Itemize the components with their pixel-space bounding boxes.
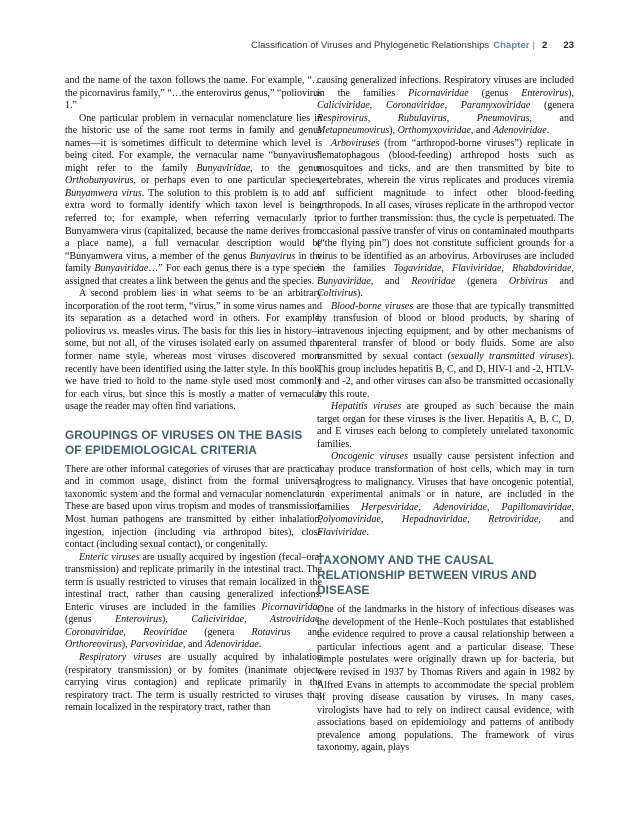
- section-heading: GROUPINGS OF VIRUSES ON THE BASIS OF EPIDEMIOLOGICAL CRITERIA: [65, 427, 303, 457]
- running-title: Classification of Viruses and Phylogenetic Relationships: [251, 40, 490, 51]
- paragraph: Blood-borne viruses are those that are typically transmitted by transfusion of blood or blood products, by sharing of intravenous injecting equipment, and by other mechanisms of parenteral transfer of blood or body fluids. Some are also transmitted by sexual contact (sexually transmitted viruses). This group includes hepatitis B, C, and D, HIV-1 and -2, HTLV-1 and -2, and other viruses can also be transmitted occasionally by this route.: [317, 300, 574, 400]
- paragraph: causing generalized infections. Respiratory viruses are included in the families Picornaviridae (genus Enterovirus), Caliciviridae, Coronaviridae, Paramyxoviridae (genera Respirovirus, Rubulavirus, Pneumovirus, and Metapneumovirus), Orthomyxoviridae, and Adenoviridae.: [317, 75, 575, 137]
- paragraph: Arboviruses (from “arthropod-borne viruses”) replicate in hematophagous (blood-feeding) arthropod hosts such as mosquitoes and ticks, and are then transmitted by bite to vertebrates, wherein the virus replicates and produces viremia of sufficient magnitude to infect other blood-feeding arthropods. In all cases, viruses replicate in the arthropod vector prior to further transmission: thus, the cycle is perpetuated. The occasional passive transfer of virus on contaminated mouthparts (“the flying pin”) does not constitute sufficient grounds for a virus to be identified as an arbovirus. Arboviruses are included in the families Togaviridae, Flaviviridae, Rhabdoviridae, Bunyaviridae, and Reoviridae (genera Orbivirus and Coltivirus).: [317, 137, 575, 300]
- paragraph: Hepatitis viruses are grouped as such because the main target organ for these viruses is the liver. Hepatitis A, B, C, D, and E viruses each belong to completely unrelated taxonomic families.: [317, 401, 574, 450]
- chapter-number: 2: [541, 40, 548, 51]
- right-column: [317, 75, 574, 755]
- paragraph: One particular problem in vernacular nomenclature lies in the historic use of the same root terms in family and genus names—it is sometimes difficult to determine which level is being cited. For example, the vernacular name “bunyavirus” might refer to the family Bunyaviridae, to the genus Orthobunyavirus, or perhaps even to one particular species, Bunyamwera virus. The solution to this problem is to add an extra word to formally identify which taxon level is being referred to; for example, when referring vernacularly to Bunyamwera virus (capitalized, because the name derives from a place name), a full vernacular description would be “Bunyamwera virus, a member of the genus Bunyavirus in the family Bunyaviridae…” For each genus there is a type species assigned that creates a link between the genus and the species.: [65, 112, 322, 287]
- paragraph: Oncogenic viruses usually cause persistent infection and may produce transformation of host cells, which may in turn progress to malignancy. Viruses that have oncogenic potential, in experimental animals or in nature, are included in the families Herpesviridae, Adenoviridae, Papillomaviridae, Polyomaviridae, Hepadnaviridae, Retroviridae, and Flaviviridae.: [317, 451, 574, 538]
- left-column: [65, 75, 322, 715]
- paragraph: A second problem lies in what seems to be an arbitrary incorporation of the root term, “virus,” in some virus names and its separation as a detached word in others. For example, poliovirus vs. measles virus. The basis for this lies in history—some, but not all, of the viruses isolated early on assumed the former name style, whereas most viruses discovered more recently have been identified using the latter style. In this book, we have tried to hold to the name style used most commonly for each virus, but since this is mostly a matter of vernacular usage the reader may often find variations.: [65, 288, 322, 413]
- paragraph: Respiratory viruses are usually acquired by inhalation (respiratory transmission) or by fomites (inanimate objects carrying virus contagion) and replicate primarily in the respiratory tract. The term is usually restricted to viruses that remain localized in the respiratory tract, rather than: [65, 651, 323, 714]
- page-number: 23: [563, 40, 574, 51]
- paragraph: Enteric viruses are usually acquired by ingestion (fecal–oral transmission) and replicate primarily in the intestinal tract. The term is usually restricted to viruses that remain localized in the intestinal tract, rather than causing generalized infections. Enteric viruses are included in the families Picornaviridae (genus Enterovirus), Caliciviridae, Astroviridae, Coronaviridae, Reoviridae (genera Rotavirus and Orthoreovirus), Parvoviridae, and Adenoviridae.: [65, 551, 323, 651]
- paragraph: One of the landmarks in the history of infectious diseases was the development of the Henle–Koch postulates that established the evidence required to prove a causal relationship between a particular infectious agent and a particular disease. These simple postulates were originally drawn up for bacteria, but were revised in 1937 by Thomas Rivers and again in 1982 by Alfred Evans in attempts to accommodate the special problem of proving disease causation by viruses. In many cases, virologists have had to rely on indirect causal evidence, with associations based on epidemiology and patterns of antibody prevalence among populations. The framework of virus taxonomy, again, plays: [317, 604, 574, 754]
- paragraph: There are other informal categories of viruses that are practical and in common usage, distinct from the formal universal taxonomic system and the formal and vernacular nomenclature. These are based upon virus tropism and modes of transmission. Most human pathogens are transmitted by either inhalation, ingestion, injection (including via arthropod bites), close contact (including sexual contact), or congenitally.: [65, 463, 322, 551]
- running-header: [0, 40, 574, 51]
- paragraph: and the name of the taxon follows the name. For example, “…the picornavirus family,” “…the enterovirus genus,” “poliovirus 1.”: [65, 75, 322, 112]
- section-heading: TAXONOMY AND THE CAUSAL RELATIONSHIP BETWEEN VIRUS AND DISEASE: [317, 553, 537, 598]
- chapter-separator: |: [532, 40, 535, 51]
- chapter-label: Chapter: [493, 40, 530, 51]
